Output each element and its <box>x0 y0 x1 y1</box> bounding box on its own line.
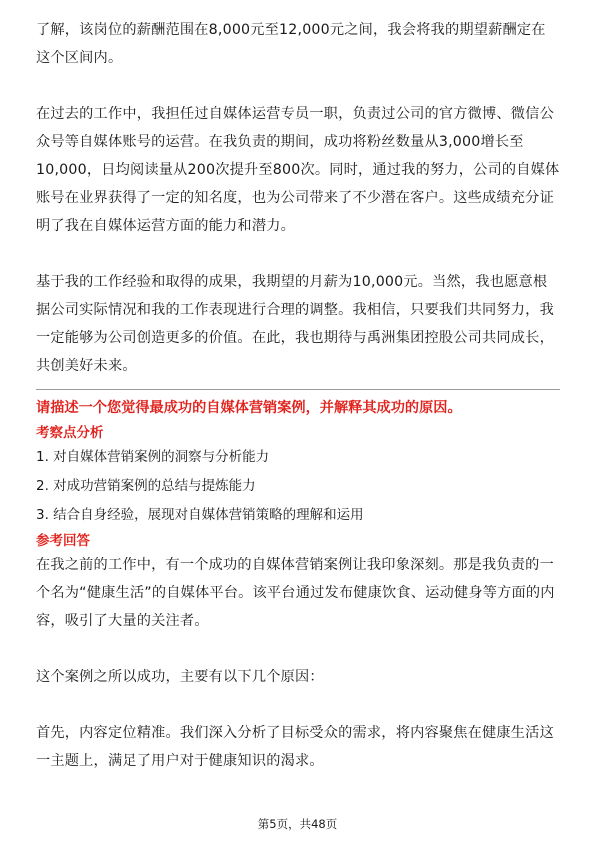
analysis-heading: 考察点分析 <box>36 425 104 441</box>
analysis-point: 3. 结合自身经验，展现对自媒体营销策略的理解和运用 <box>36 507 364 523</box>
answer-reasons-paragraph: 这个案例之所以成功，主要有以下几个原因： <box>36 669 324 685</box>
answer-heading: 参考回答 <box>36 533 90 549</box>
analysis-point: 2. 对成功营销案例的总结与提炼能力 <box>36 478 256 494</box>
paragraph-gap <box>36 691 560 719</box>
experience-paragraph: 在过去的工作中，我担任过自媒体运营专员一职，负责过公司的官方微博、微信公众号等自媒体账号的运营。在我负责的期间，成功将粉丝数量从3,000增长至10,000，日均阅读量从200次提升至800次。同时，通过我的努力，公司的自媒体账号在业界获得了一定的知名度，也为公司带来了不少潜在客户。这些成绩充分证明了我在自媒体运营方面的能力和潜力。 <box>36 106 560 234</box>
interview-question: 请描述一个您觉得最成功的自媒体营销案例，并解释其成功的原因。 <box>36 400 462 416</box>
paragraph-gap <box>36 72 560 100</box>
analysis-point: 1. 对自媒体营销案例的洞察与分析能力 <box>36 449 270 465</box>
answer-first-reason-paragraph: 首先，内容定位精准。我们深入分析了目标受众的需求，将内容聚焦在健康生活这一主题上，满足了用户对于健康知识的渴求。 <box>36 725 554 769</box>
paragraph-gap <box>36 635 560 663</box>
analysis-point-list <box>36 443 560 530</box>
paragraph-gap <box>36 240 560 268</box>
page-number-footer: 第5页，共48页 <box>257 817 338 831</box>
section-divider <box>36 389 560 390</box>
answer-intro-paragraph: 在我之前的工作中，有一个成功的自媒体营销案例让我印象深刻。那是我负责的一个名为“健康生活”的自媒体平台。该平台通过发布健康饮食、运动健身等方面的内容，吸引了大量的关注者。 <box>36 557 555 629</box>
document-page <box>36 16 560 775</box>
salary-range-paragraph: 了解，该岗位的薪酬范围在8,000元至12,000元之间，我会将我的期望薪酬定在这个区间内。 <box>36 22 546 66</box>
expected-salary-paragraph: 基于我的工作经验和取得的成果，我期望的月薪为10,000元。当然，我也愿意根据公司实际情况和我的工作表现进行合理的调整。我相信，只要我们共同努力，我一定能够为公司创造更多的价值。在此，我也期待与禹洲集团控股公司共同成长，共创美好未来。 <box>36 274 554 374</box>
